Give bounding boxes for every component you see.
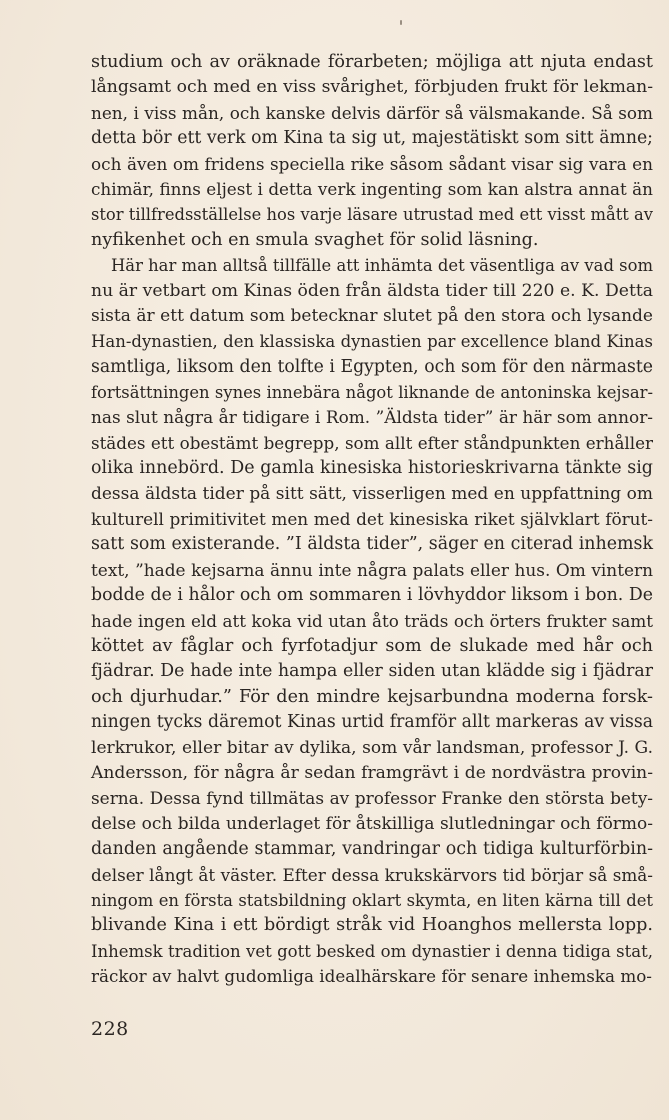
text-line: text, ”hade kejsarna ännu inte några palats eller hus. Om vintern — [91, 559, 653, 580]
text-line: och djurhudar.” För den mindre kejsarbundna moderna forsk- — [91, 686, 653, 707]
text-line: kulturell primitivitet men med det kinesiska riket självklart förut- — [91, 509, 653, 530]
text-line: bodde de i hålor och om sommaren i lövhyddor liksom i bon. De — [91, 585, 653, 606]
text-line: delser långt åt väster. Efter dessa krukskärvors tid börjar så små- — [91, 864, 653, 885]
text-line: sista är ett datum som betecknar slutet på den stora och lysande — [91, 305, 653, 326]
text-line: studium och av oräknade förarbeten; möjliga att njuta endast — [91, 52, 653, 72]
text-line: nen, i viss mån, och kanske delvis därför så välsmakande. Så som — [91, 102, 653, 123]
text-line: Han-dynastien, den klassiska dynastien par excellence bland Kinas — [91, 332, 653, 352]
text-line: serna. Dessa fynd tillmätas av professor Franke den största bety- — [91, 788, 653, 809]
text-line: satt som existerande. ”I äldsta tider”, säger en citerad inhemsk — [91, 534, 653, 555]
text-line: räckor av halvt gudomliga idealhärskare för senare inhemska mo- — [91, 966, 652, 987]
text-line: Inhemsk tradition vet gott besked om dynastier i denna tidiga stat, — [91, 941, 653, 961]
text-line: samtliga, liksom den tolfte i Egypten, och som för den närmaste — [91, 356, 653, 377]
ink-speck — [400, 20, 402, 25]
text-line: stor tillfredsställelse hos varje läsare utrustad med ett visst mått av — [91, 205, 653, 225]
text-line: nu är vetbart om Kinas öden från äldsta tider till 220 e. K. Detta — [91, 280, 653, 301]
text-line: Andersson, för några år sedan framgrävt i de nordvästra provin- — [91, 762, 653, 783]
text-line: fjädrar. De hade inte hampa eller siden utan klädde sig i fjädrar — [91, 661, 653, 682]
body-text — [91, 50, 653, 989]
text-line: städes ett obestämt begrepp, som allt efter ståndpunkten erhåller — [91, 432, 653, 453]
text-line: nas slut några år tidigare i Rom. ”Äldsta tider” är här som annor- — [91, 407, 653, 428]
text-line: och även om fridens speciella rike såsom sådant visar sig vara en — [91, 153, 653, 174]
page-number: 228 — [91, 1018, 129, 1040]
text-line: långsamt och med en viss svårighet, förbjuden frukt för lekman- — [91, 77, 653, 98]
text-line: köttet av fåglar och fyrfotadjur som de slukade med hår och — [91, 635, 653, 656]
text-line: ningom en första statsbildning oklart skymta, en liten kärna till det — [91, 890, 653, 910]
text-line: delse och bilda underlaget för åtskilliga slutledningar och förmo- — [91, 813, 653, 834]
text-line: olika innebörd. De gamla kinesiska historieskrivarna tänkte sig — [91, 458, 653, 479]
text-line: fortsättningen synes innebära något liknande de antoninska kejsar- — [91, 383, 653, 403]
text-line: chimär, finns eljest i detta verk ingenting som kan alstra annat än — [91, 178, 653, 199]
text-line: Här har man alltså tillfälle att inhämta det väsentliga av vad som — [111, 256, 653, 276]
text-line: nyfikenhet och en smula svaghet för solid läsning. — [91, 229, 539, 250]
text-line: ningen tycks däremot Kinas urtid framför allt markeras av vissa — [91, 712, 653, 733]
text-line: blivande Kina i ett bördigt stråk vid Hoanghos mellersta lopp. — [91, 915, 653, 936]
text-line: hade ingen eld att koka vid utan åto träds och örters frukter samt — [91, 610, 653, 631]
text-line: dessa äldsta tider på sitt sätt, visserligen med en uppfattning om — [91, 483, 653, 504]
text-line: lerkrukor, eller bitar av dylika, som vår landsman, professor J. G. — [91, 737, 653, 758]
text-line: detta bör ett verk om Kina ta sig ut, majestätiskt som sitt ämne; — [91, 128, 653, 149]
text-line: danden angående stammar, vandringar och tidiga kulturförbin- — [91, 839, 653, 860]
